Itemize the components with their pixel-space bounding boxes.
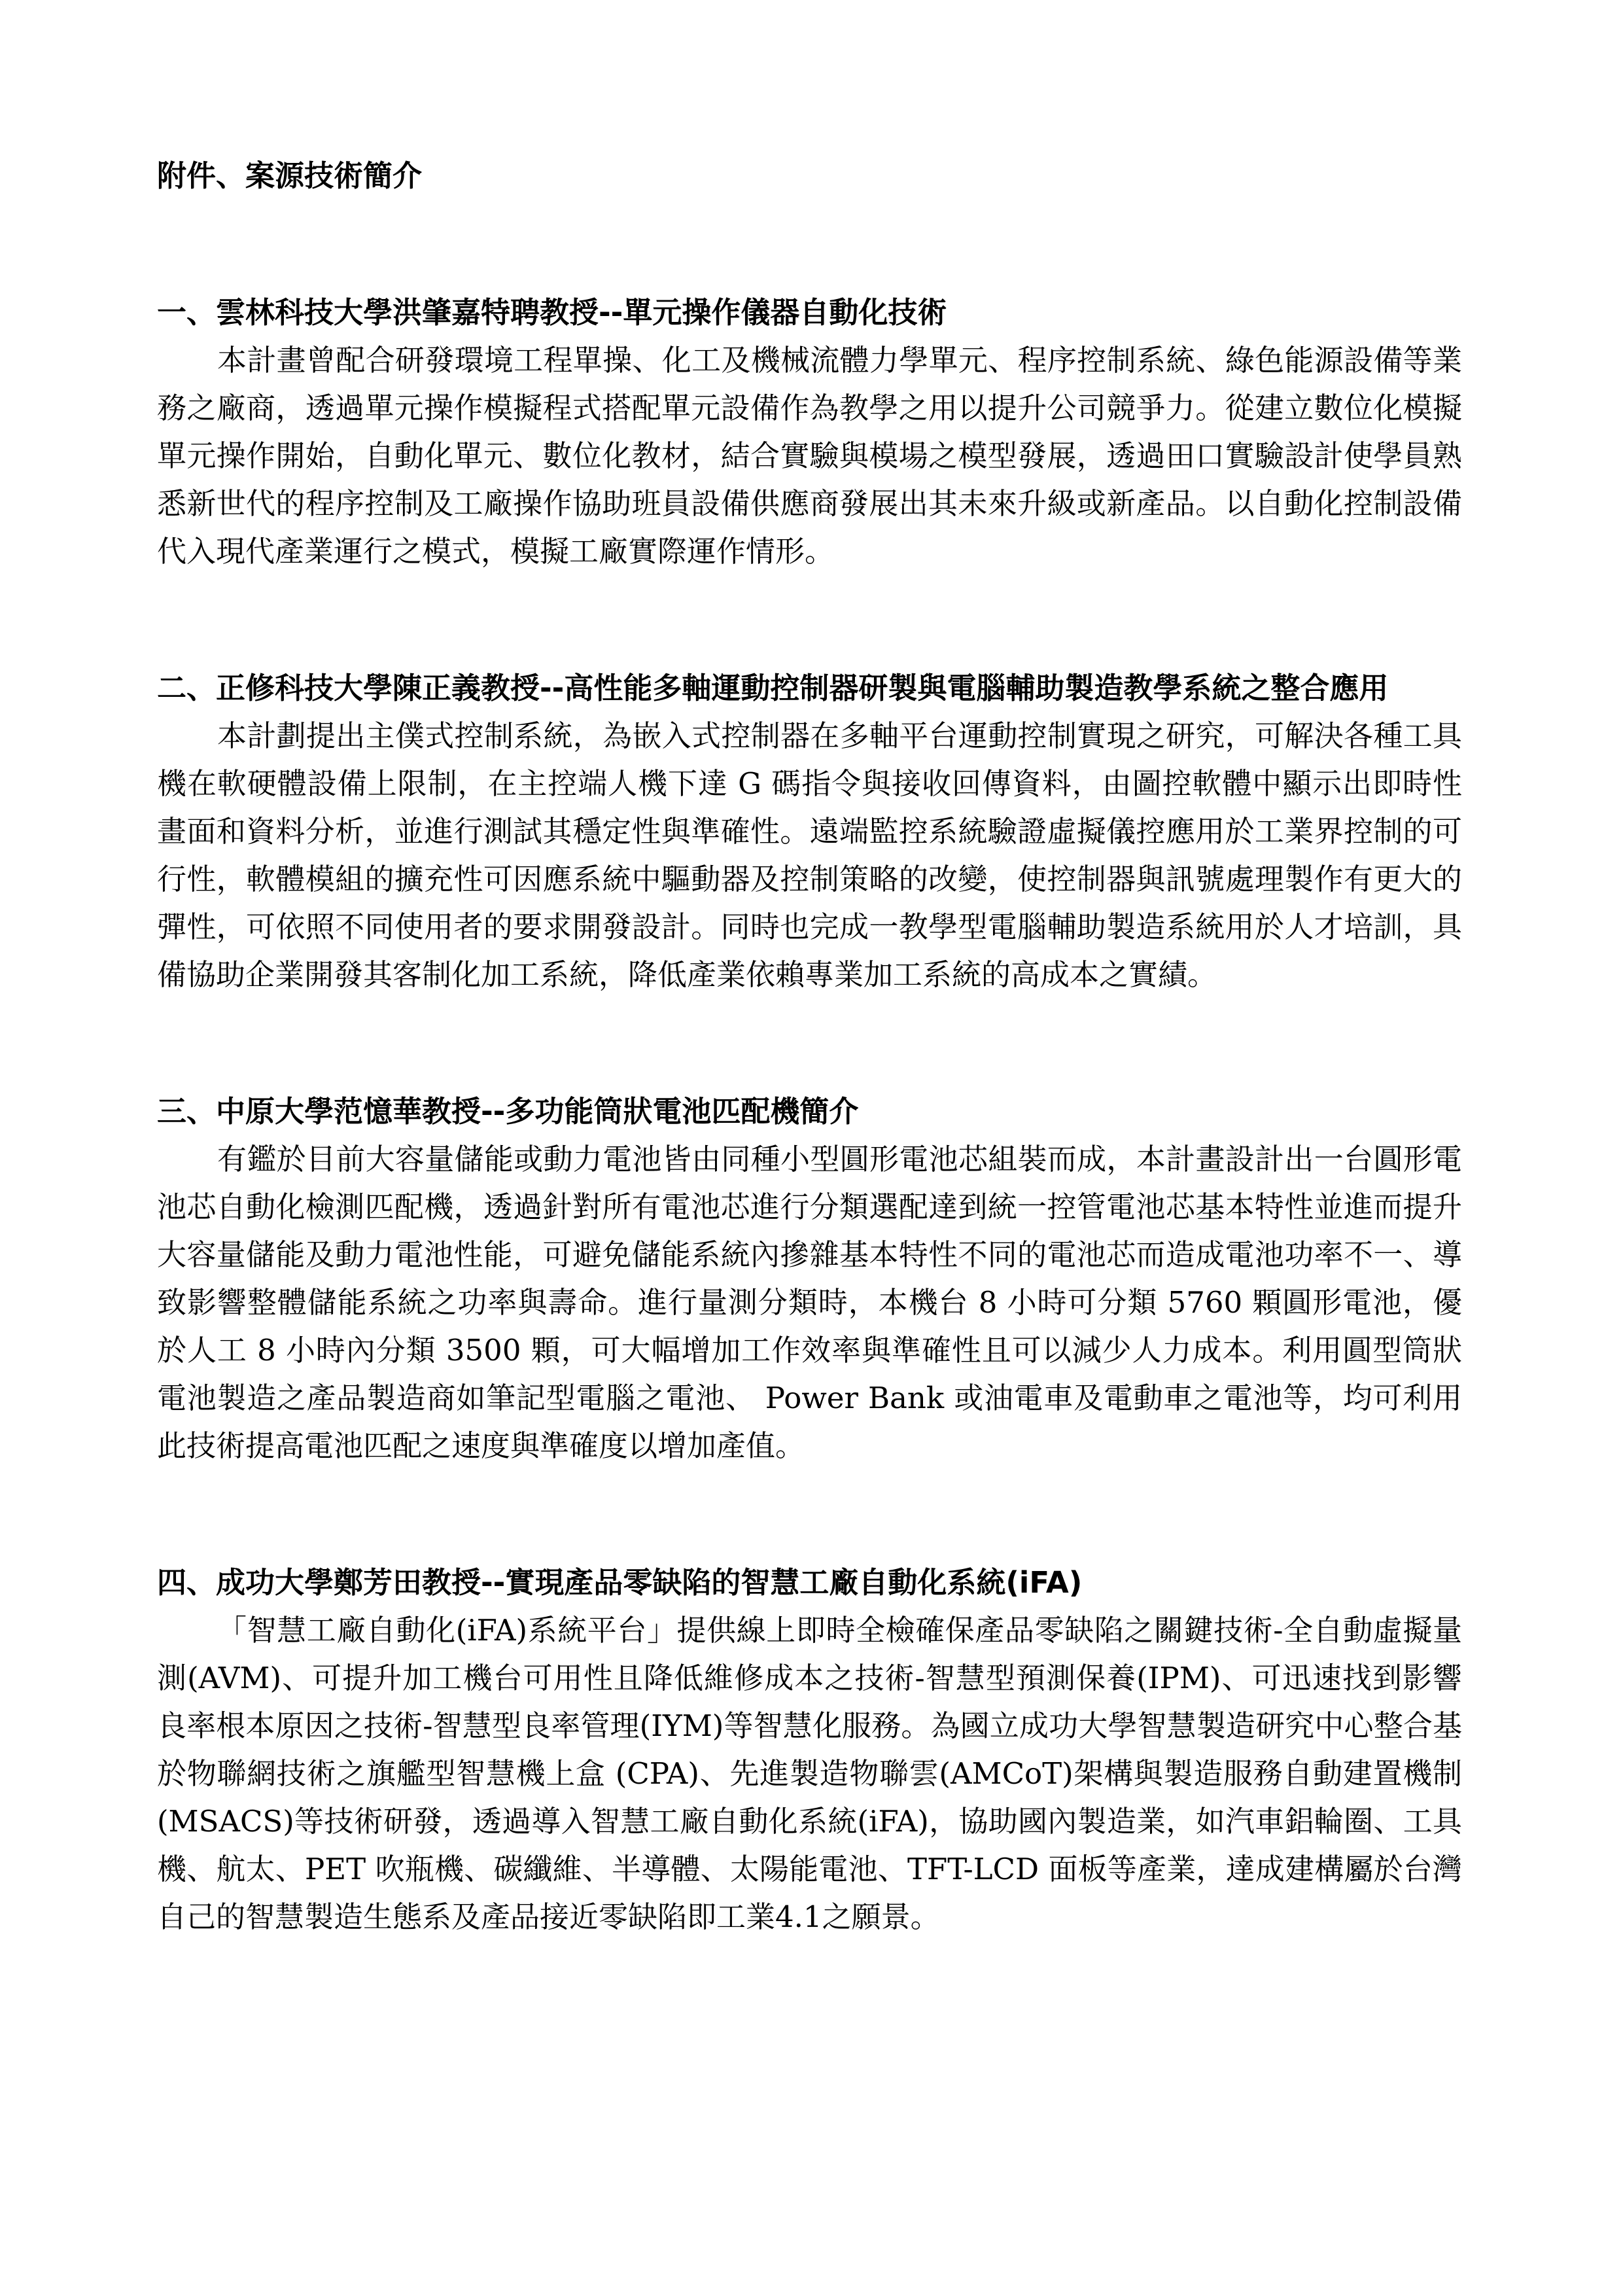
section-heading: 二、正修科技大學陳正義教授--高性能多軸運動控制器研製與電腦輔助製造教學系統之整合應用 — [157, 671, 1389, 705]
section-heading: 四、成功大學鄭芳田教授--實現產品零缺陷的智慧工廠自動化系統(iFA) — [157, 1565, 1083, 1600]
document-title: 附件、案源技術簡介 — [157, 158, 423, 193]
section-body: 本計畫曾配合研發環境工程單操、化工及機械流體力學單元、程序控制系統、綠色能源設備等業務之廠商，透過單元操作模擬程式搭配單元設備作為教學之用以提升公司競爭力。從建立數位化模擬單元操作開始，自動化單元、數位化教材，結合實驗與模場之模型發展，透過田口實驗設計使學員熟悉新世代的程序控制及工廠操作協助班員設備供應商發展出其未來升級或新產品。以自動化控制設備代入現代產業運行之模式，模擬工廠實際運作情形。 — [157, 343, 1462, 569]
document-page — [157, 152, 1462, 2030]
section-2 — [157, 664, 1462, 998]
section-4 — [157, 1559, 1462, 1941]
section-body: 「智慧工廠自動化(iFA)系統平台」提供線上即時全檢確保產品零缺陷之關鍵技術-全自動虛擬量測(AVM)、可提升加工機台可用性且降低維修成本之技術-智慧型預測保養(IPM)、可迅速找到影響良率根本原因之技術-智慧型良率管理(IYM)等智慧化服務。為國立成功大學智慧製造研究中心整合基於物聯網技術之旗艦型智慧機上盒 (CPA)、先進製造物聯雲(AMCoT)架構與製造服務自動建置機制(MSACS)等技術研發，透過導入智慧工廠自動化系統(iFA)，協助國內製造業，如汽車鋁輪圈、工具機、航太、PET 吹瓶機、碳纖維、半導體、太陽能電池、TFT-LCD 面板等產業，達成建構屬於台灣自己的智慧製造生態系及產品接近零缺陷即工業4.1之願景。 — [157, 1613, 1462, 1934]
section-heading: 三、中原大學范憶華教授--多功能筒狀電池匹配機簡介 — [157, 1094, 859, 1129]
section-heading: 一、雲林科技大學洪肇嘉特聘教授--單元操作儀器自動化技術 — [157, 295, 947, 330]
section-body: 本計劃提出主僕式控制系統，為嵌入式控制器在多軸平台運動控制實現之研究，可解決各種工具機在軟硬體設備上限制，在主控端人機下達 G 碼指令與接收回傳資料，由圖控軟體中顯示出即時性畫面和資料分析，並進行測試其穩定性與準確性。遠端監控系統驗證虛擬儀控應用於工業界控制的可行性，軟體模組的擴充性可因應系統中驅動器及控制策略的改變，使控制器與訊號處理製作有更大的彈性，可依照不同使用者的要求開發設計。同時也完成一教學型電腦輔助製造系統用於人才培訓，具備協助企業開發其客制化加工系統，降低產業依賴專業加工系統的高成本之實績。 — [157, 718, 1462, 992]
section-3 — [157, 1087, 1462, 1470]
section-1 — [157, 289, 1462, 575]
section-body: 有鑑於目前大容量儲能或動力電池皆由同種小型圓形電池芯組裝而成，本計畫設計出一台圓形電池芯自動化檢測匹配機，透過針對所有電池芯進行分類選配達到統一控管電池芯基本特性並進而提升大容量儲能及動力電池性能，可避免儲能系統內摻雜基本特性不同的電池芯而造成電池功率不一、導致影響整體儲能系統之功率與壽命。進行量測分類時，本機台 8 小時可分類 5760 顆圓形電池，優於人工 8 小時內分類 3500 顆，可大幅增加工作效率與準確性且可以減少人力成本。利用圓型筒狀電池製造之產品製造商如筆記型電腦之電池、 Power Bank 或油電車及電動車之電池等，均可利用此技術提高電池匹配之速度與準確度以增加產值。 — [157, 1142, 1462, 1463]
